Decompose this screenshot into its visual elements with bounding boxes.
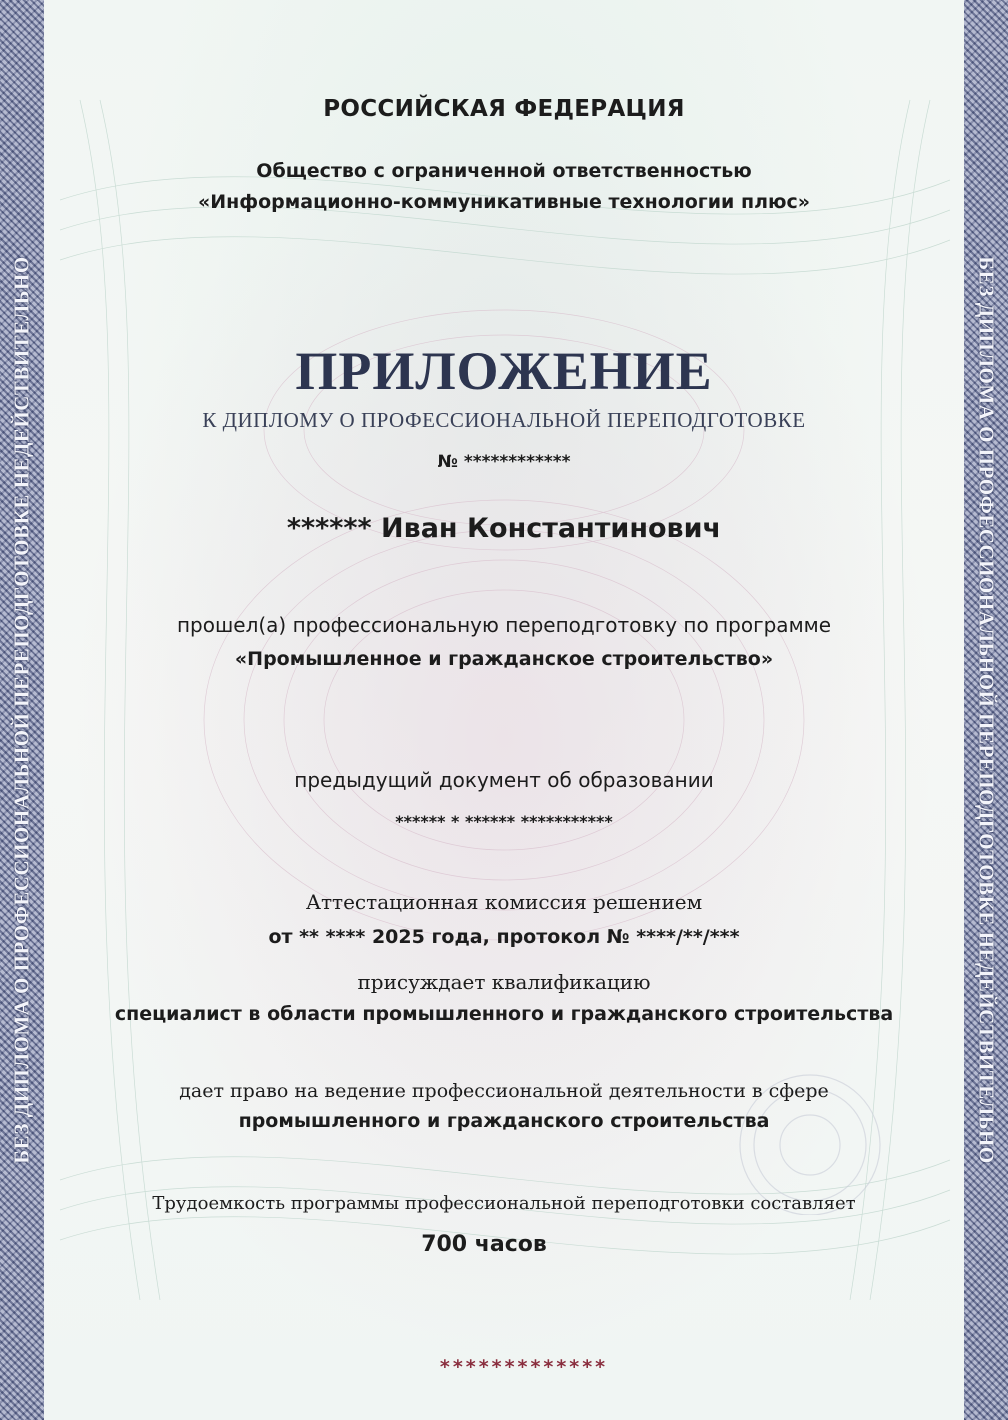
registration-number: ************* [439, 1356, 609, 1378]
document-number: № ************ [437, 452, 571, 472]
previous-document-label: предыдущий документ об образовании [294, 768, 714, 792]
organization-name: «Информационно-коммуникативные технологии плюс» [197, 191, 811, 213]
program-name: «Промышленное и гражданское строительство» [234, 648, 774, 670]
passed-statement: прошел(а) профессиональную переподготовку по программе [176, 613, 832, 637]
commission-decision: от ** **** 2025 года, протокол № ****/**/*** [268, 926, 740, 948]
country-heading: РОССИЙСКАЯ ФЕДЕРАЦИЯ [323, 96, 685, 122]
document-title: ПРИЛОЖЕНИЕ [295, 341, 713, 401]
document-subtitle: К ДИПЛОМУ О ПРОФЕССИОНАЛЬНОЙ ПЕРЕПОДГОТОВКЕ [202, 408, 806, 432]
rights-label: дает право на ведение профессиональной деятельности в сфере [179, 1080, 829, 1102]
organization-type: Общество с ограниченной ответственностью [256, 160, 752, 182]
previous-document-value: ****** * ****** *********** [395, 812, 613, 831]
awards-qualification-label: присуждает квалификацию [357, 970, 651, 994]
program-hours-value: 700 часов [421, 1232, 547, 1257]
commission-label: Аттестационная комиссия решением [305, 890, 703, 914]
document-content [44, 0, 964, 1420]
right-border-text: БЕЗ ДИПЛОМА О ПРОФЕССИОНАЛЬНОЙ ПЕРЕПОДГОТОВКЕ НЕДЕЙСТВИТЕЛЬНО [974, 256, 999, 1164]
rights-field: промышленного и гражданского строительства [238, 1110, 770, 1132]
left-border-text: БЕЗ ДИПЛОМА О ПРОФЕССИОНАЛЬНОЙ ПЕРЕПОДГОТОВКЕ НЕДЕЙСТВИТЕЛЬНО [9, 256, 34, 1164]
right-security-border [964, 0, 1008, 1420]
qualification-value: специалист в области промышленного и гражданского строительства [114, 1003, 894, 1025]
left-security-border [0, 0, 44, 1420]
program-hours-label: Трудоемкость программы профессиональной переподготовки составляет [152, 1193, 856, 1214]
person-name: ****** Иван Константинович [286, 513, 722, 544]
